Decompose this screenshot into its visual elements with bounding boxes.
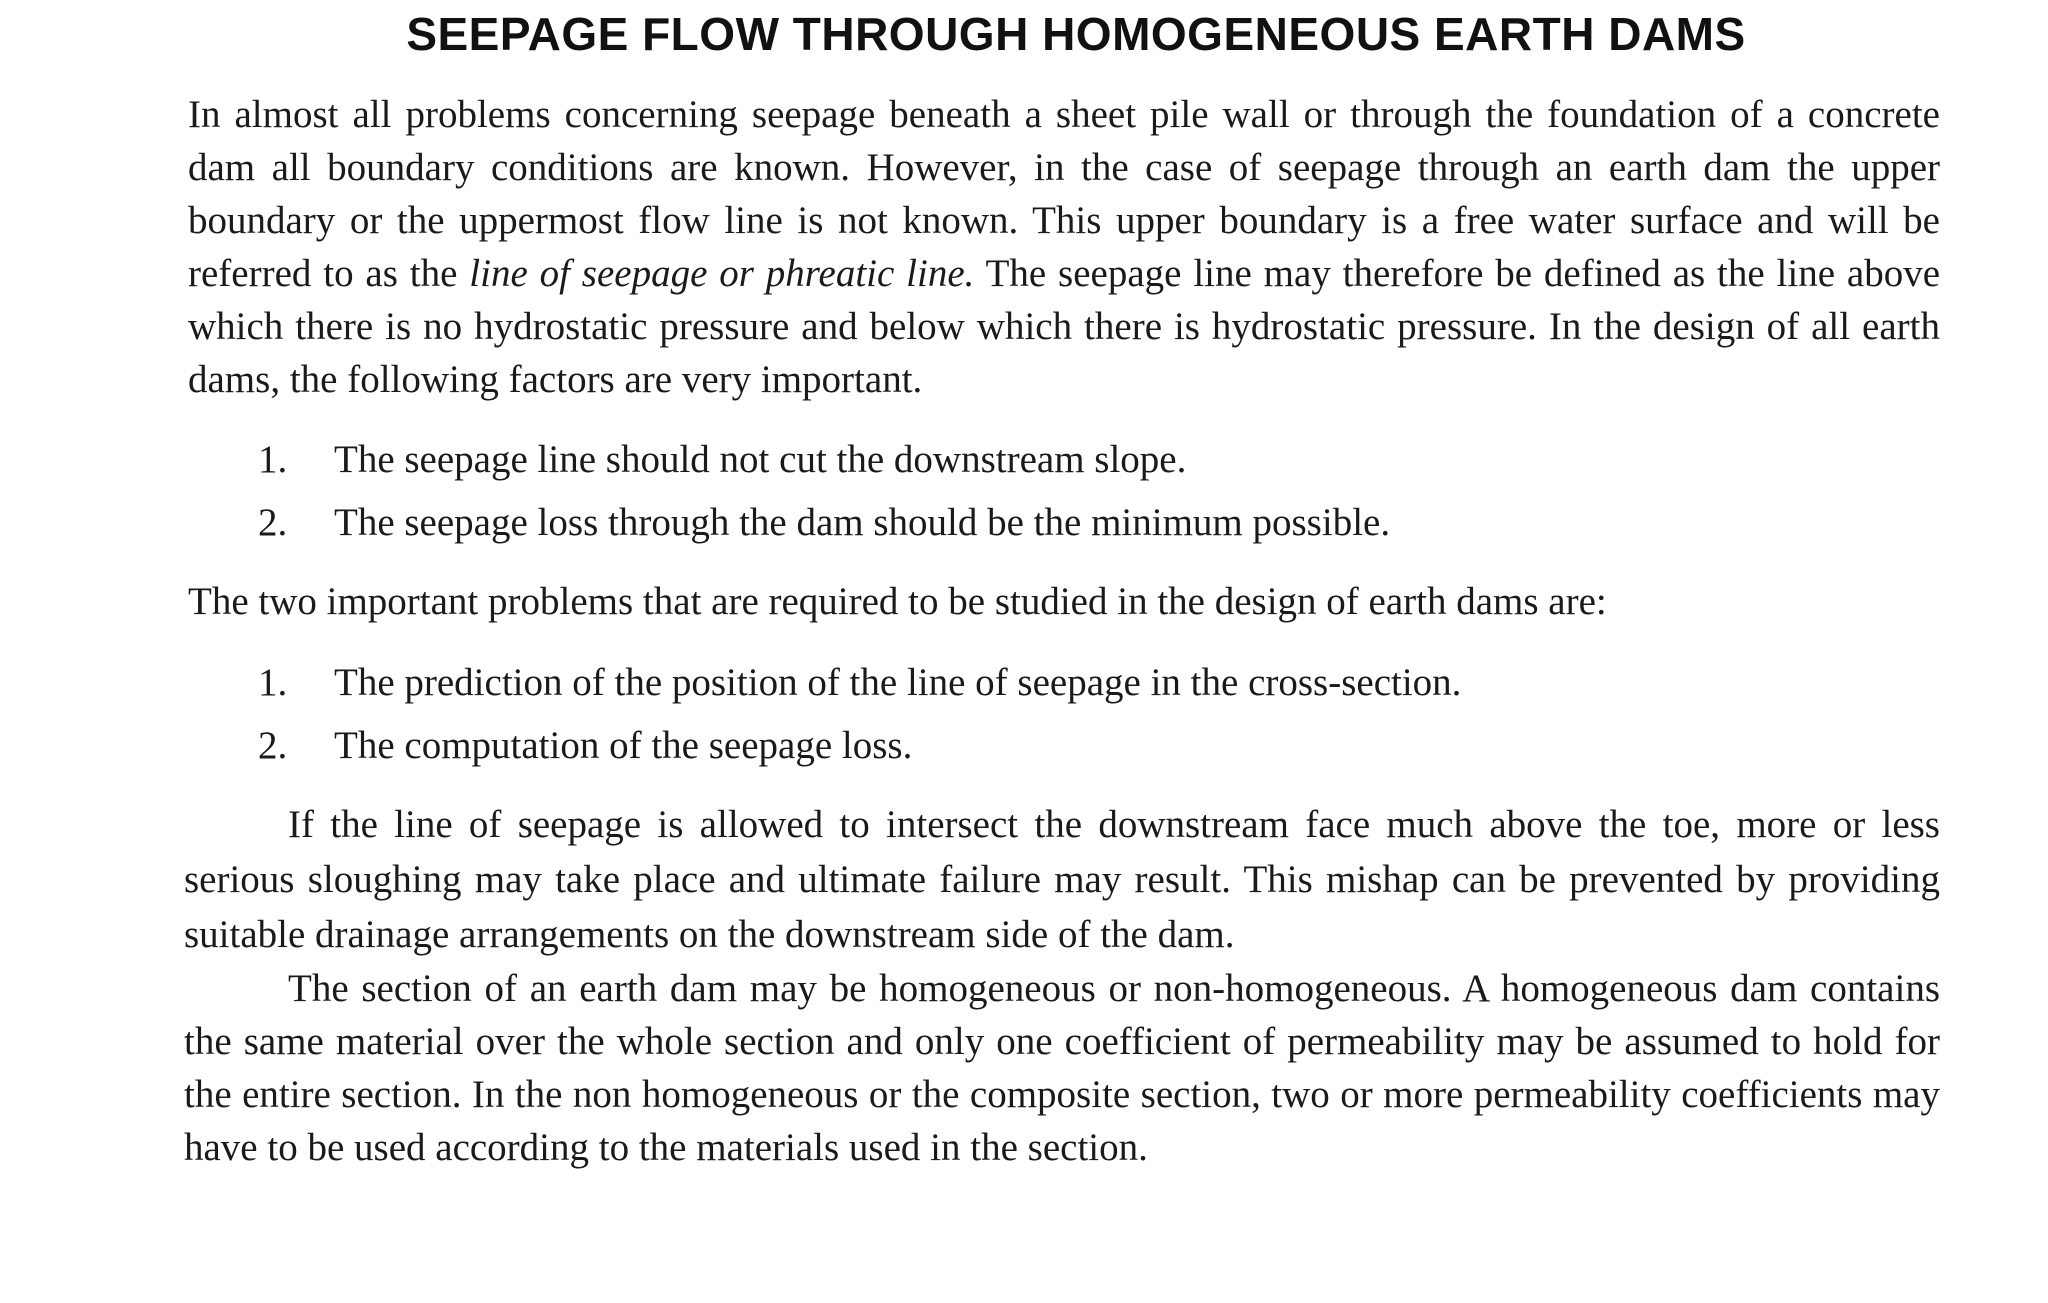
- list-item: [258, 428, 1858, 491]
- list-item-text: The computation of the seepage loss.: [334, 724, 913, 767]
- intro-paragraph: [188, 88, 1940, 406]
- list-item-number: 2.: [258, 501, 288, 544]
- phreatic-line-term: line of seepage or phreatic line.: [469, 252, 975, 295]
- list-item: [258, 651, 1858, 714]
- list-item-number: 1.: [258, 661, 288, 704]
- problems-paragraph: The two important problems that are required to be studied in the design of earth dams are:: [188, 580, 1607, 623]
- list-item: [258, 714, 1858, 777]
- intro-text-end: The seepage line may therefore be defined as the line above which there is no hydrostatic pressure and below which there is hydrostatic pressure. In the design of all earth dams, the following factors are very important.: [188, 252, 1941, 401]
- page-title: SEEPAGE FLOW THROUGH HOMOGENEOUS EARTH DAMS: [406, 8, 1746, 60]
- intro-text-start: In almost all problems concerning seepage beneath a sheet pile wall or through the foundation of a concrete dam all boundary conditions are known. However, in the case of seepage through an earth dam the upper boundary or the uppermost flow line is not known. This upper boundary is a free water surface and will be referred to as the: [188, 93, 1940, 295]
- sloughing-paragraph: If the line of seepage is allowed to intersect the downstream face much above the toe, more or less serious sloughing may take place and ultimate failure may result. This mishap can be prevented by providing suitable drainage arrangements on the downstream side of the dam.: [184, 803, 1940, 956]
- list-item-text: The seepage loss through the dam should be the minimum possible.: [334, 501, 1391, 544]
- list-item-text: The seepage line should not cut the downstream slope.: [334, 438, 1187, 481]
- important-factors-list: [258, 428, 1858, 554]
- list-item-number: 1.: [258, 438, 288, 481]
- list-item-number: 2.: [258, 724, 288, 767]
- homogeneous-section-paragraph: The section of an earth dam may be homogeneous or non-homogeneous. A homogeneous dam contains the same material over the whole section and only one coefficient of permeability may be assumed to hold for the entire section. In the non homogeneous or the composite section, two or more permeability coefficients may have to be used according to the materials used in the section.: [184, 967, 1940, 1169]
- important-problems-list: [258, 651, 1858, 777]
- list-item: [258, 491, 1858, 554]
- list-item-text: The prediction of the position of the line of seepage in the cross-section.: [334, 661, 1462, 704]
